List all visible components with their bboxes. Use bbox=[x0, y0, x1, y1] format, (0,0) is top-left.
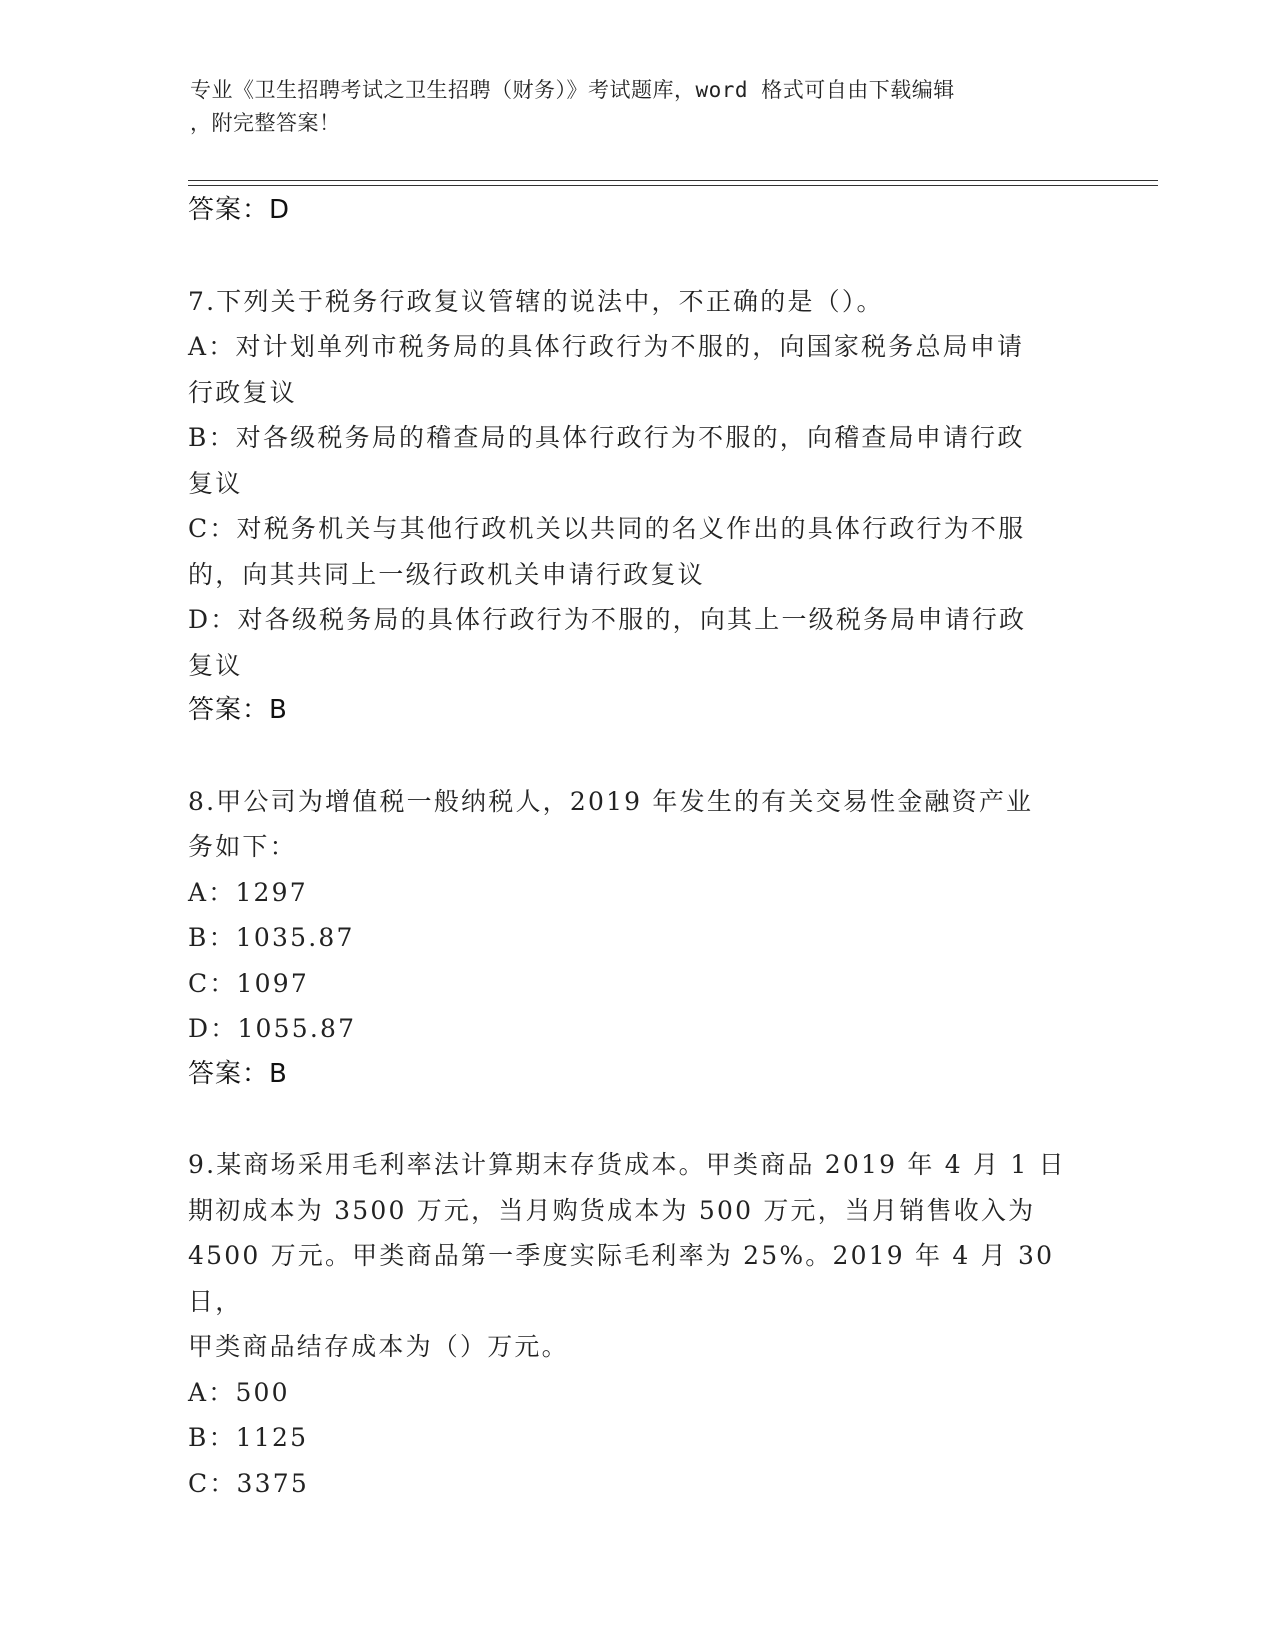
question-9-option-a: A：500 bbox=[188, 1377, 290, 1407]
question-8-answer: 答案：B bbox=[188, 1058, 288, 1089]
question-8-option-c: C：1097 bbox=[188, 968, 309, 998]
question-7-stem: 7.下列关于税务行政复议管辖的说法中，不正确的是（）。 bbox=[188, 286, 884, 316]
question-7-option-b-cont: 复议 bbox=[188, 468, 243, 498]
document-header bbox=[190, 74, 1090, 140]
question-8 bbox=[188, 779, 1088, 1098]
question-7-option-d-cont: 复议 bbox=[188, 650, 243, 680]
question-9-option-b: B：1125 bbox=[188, 1423, 309, 1452]
question-7-option-c: C：对税务机关与其他行政机关以共同的名义作出的具体行政行为不服 bbox=[188, 514, 1026, 543]
question-8-option-a: A：1297 bbox=[188, 877, 308, 907]
question-7-answer: 答案：B bbox=[188, 695, 288, 725]
header-line-1: 专业《卫生招聘考试之卫生招聘（财务）》考试题库，word 格式可自由下载编辑 bbox=[190, 78, 955, 102]
question-8-stem: 8.甲公司为增值税一般纳税人，2019 年发生的有关交易性金融资产业 bbox=[188, 786, 1034, 816]
header-line-2: ，附完整答案！ bbox=[190, 111, 341, 135]
previous-answer: 答案：D bbox=[188, 195, 291, 225]
header-divider-bottom bbox=[188, 185, 1158, 186]
question-9-stem: 9.某商场采用毛利率法计算期末存货成本。甲类商品 2019 年 4 月 1 日 bbox=[188, 1150, 1066, 1179]
question-9-stem-cont-1: 期初成本为 3500 万元，当月购货成本为 500 万元，当月销售收入为 bbox=[188, 1195, 1036, 1225]
question-7-option-c-cont: 的，向其共同上一级行政机关申请行政复议 bbox=[188, 559, 705, 589]
question-7 bbox=[188, 279, 1088, 734]
question-7-option-d: D：对各级税务局的具体行政行为不服的，向其上一级税务局申请行政 bbox=[188, 605, 1027, 634]
question-9-option-c: C：3375 bbox=[188, 1468, 309, 1498]
question-7-option-a: A：对计划单列市税务局的具体行政行为不服的，向国家税务总局申请 bbox=[188, 332, 1025, 361]
document-body bbox=[188, 188, 1088, 1506]
question-9 bbox=[188, 1142, 1088, 1506]
question-7-option-a-cont: 行政复议 bbox=[188, 377, 297, 407]
question-7-option-b: B：对各级税务局的稽查局的具体行政行为不服的，向稽查局申请行政 bbox=[188, 423, 1025, 452]
question-9-stem-cont-3: 甲类商品结存成本为（）万元。 bbox=[188, 1332, 569, 1361]
header-divider-top bbox=[188, 180, 1158, 181]
question-9-stem-cont-2: 4500 万元。甲类商品第一季度实际毛利率为 25%。2019 年 4 月 30 日， bbox=[188, 1241, 1065, 1316]
question-8-option-d: D：1055.87 bbox=[188, 1014, 357, 1043]
question-8-option-b: B：1035.87 bbox=[188, 923, 355, 952]
question-8-stem-cont: 务如下： bbox=[188, 832, 297, 861]
